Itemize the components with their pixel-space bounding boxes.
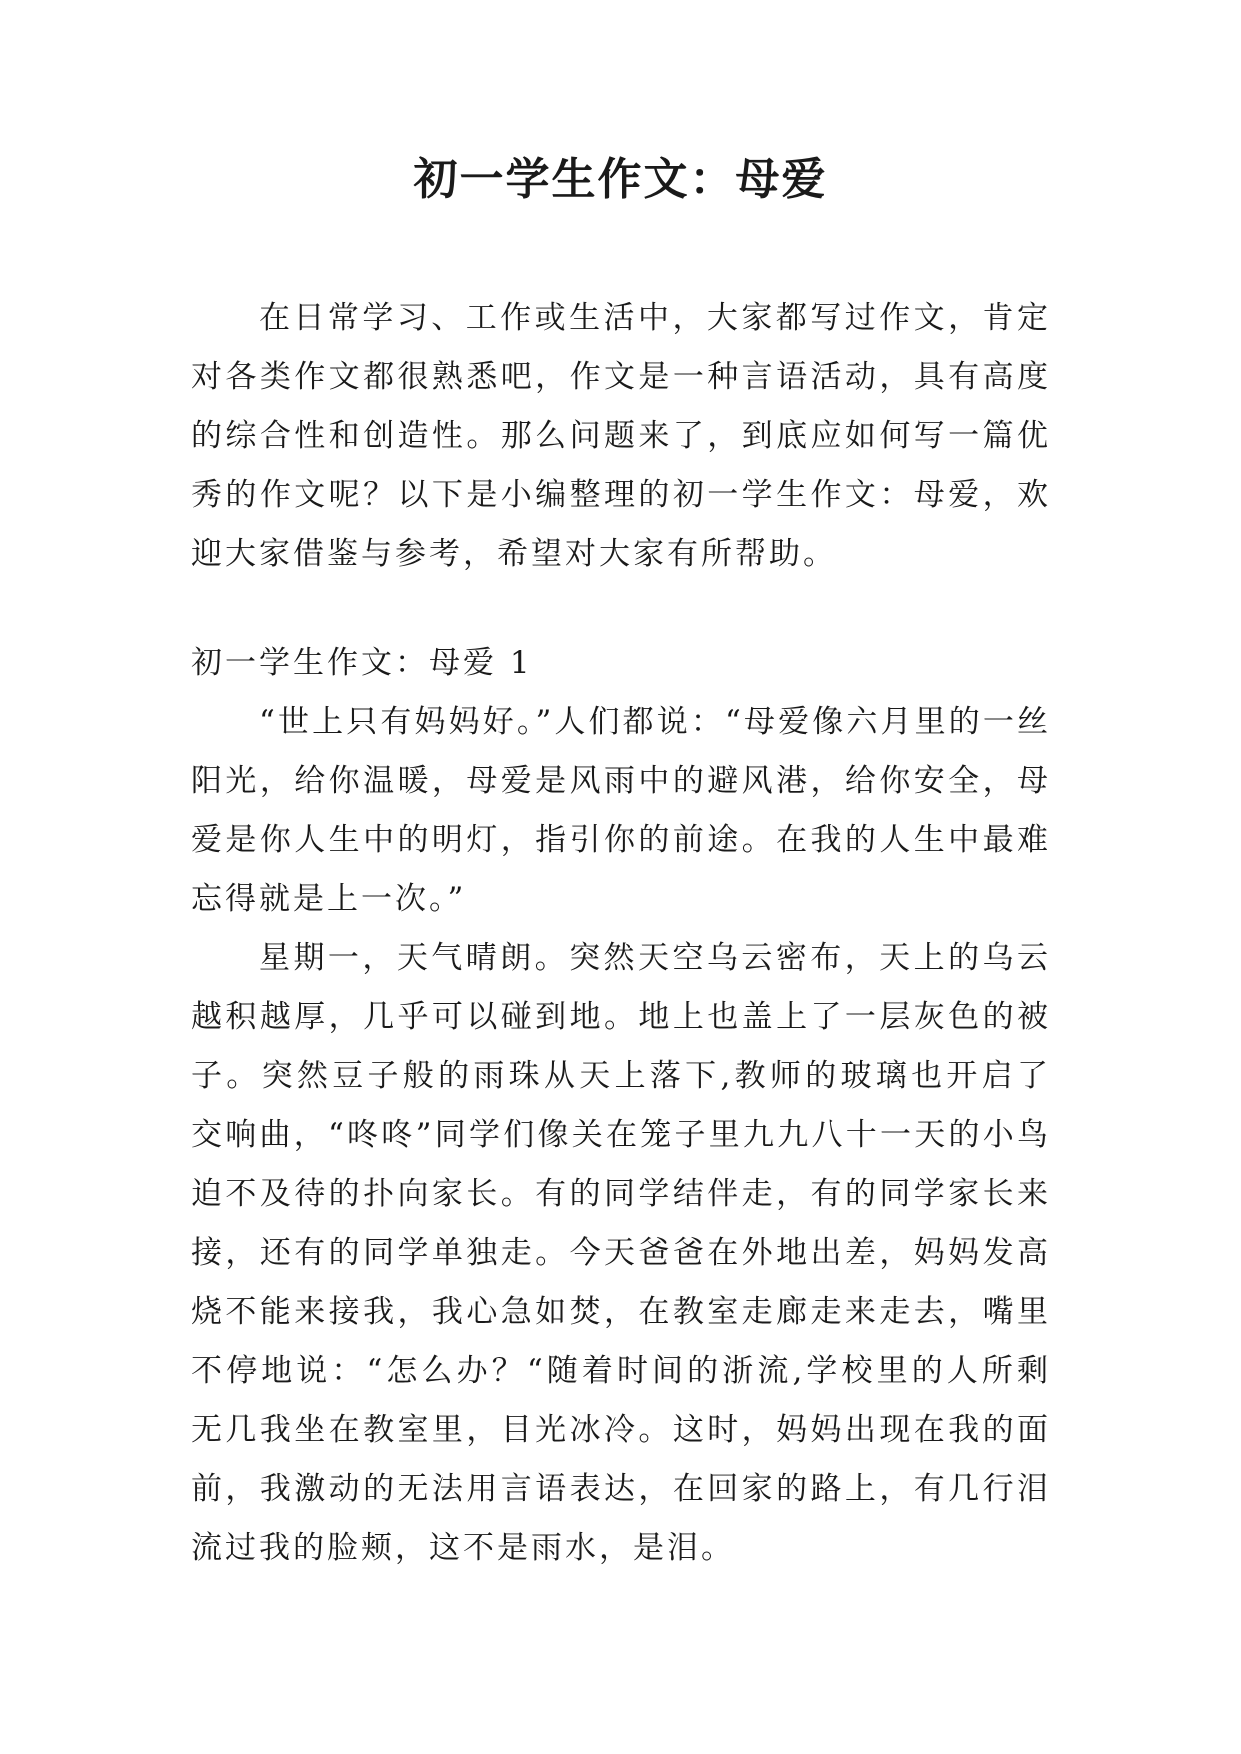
document-title: 初一学生作文：母爱 <box>413 154 828 205</box>
intro-paragraph: 在日常学习、工作或生活中，大家都写过作文，肯定对各类作文都很熟悉吧，作文是一种言语活动，具有高度的综合性和创造性。那么问题来了，到底应如何写一篇优秀的作文呢？以下是小编整理的初一学生作文：母爱，欢迎大家借鉴与参考，希望对大家有所帮助。 <box>191 300 1051 572</box>
essay-paragraph-2: 星期一，天气晴朗。突然天空乌云密布，天上的乌云越积越厚，几乎可以碰到地。地上也盖上了一层灰色的被子。突然豆子般的雨珠从天上落下,教师的玻璃也开启了交响曲，“咚咚”同学们像关在笼子里九九八十一天的小鸟迫不及待的扑向家长。有的同学结伴走，有的同学家长来接，还有的同学单独走。今天爸爸在外地出差，妈妈发高烧不能来接我，我心急如焚，在教室走廊走来走去，嘴里不停地说：“怎么办？“随着时间的浙流,学校里的人所剩无几我坐在教室里，目光冰冷。这时，妈妈出现在我的面前，我激动的无法用言语表达，在回家的路上，有几行泪流过我的脸颊，这不是雨水，是泪。 <box>191 940 1051 1566</box>
intro-section <box>191 289 1051 584</box>
section-heading: 初一学生作文：母爱 1 <box>191 645 533 681</box>
essay-body <box>191 693 1051 1578</box>
essay-paragraph-1: “世上只有妈妈好。”人们都说：“母爱像六月里的一丝阳光，给你温暖，母爱是风雨中的避风港，给你安全，母爱是你人生中的明灯，指引你的前途。在我的人生中最难忘得就是上一次。” <box>191 704 1051 917</box>
